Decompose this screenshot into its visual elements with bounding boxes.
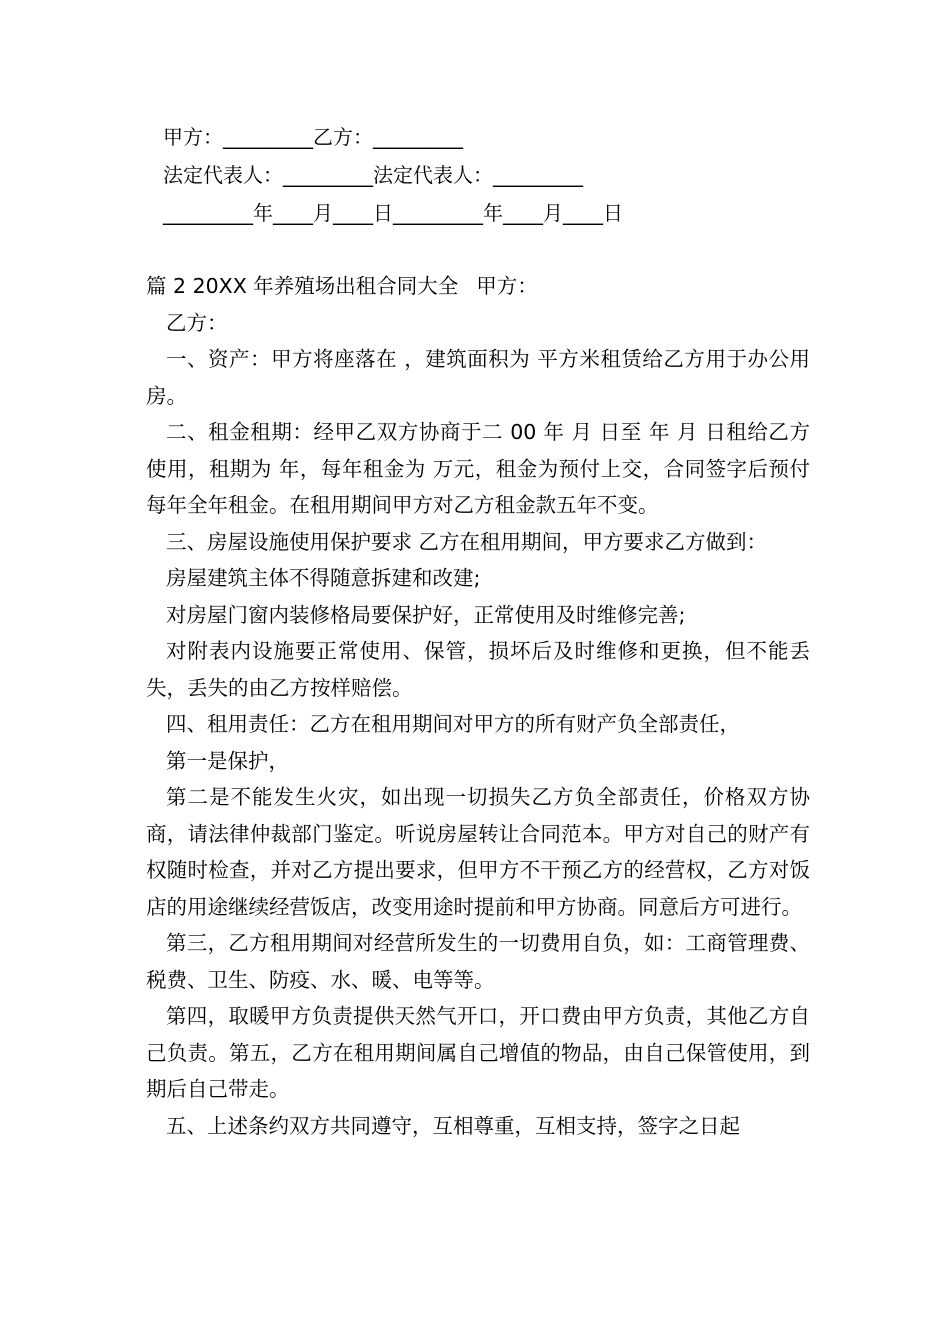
paragraph: 第四，取暖甲方负责提供天然气开口，开口费由甲方负责，其他乙方自己负责。第五，乙方在租用期间属自己增值的物品，由自己保管使用，到期后自己带走。 — [146, 1004, 810, 1101]
paragraph: 一、资产：甲方将座落在 ，建筑面积为 平方米租赁给乙方用于办公用房。 — [146, 347, 810, 408]
paragraph: 二、租金租期：经甲乙双方协商于二 00 年 月 日至 年 月 日租给乙方使用，租期为 年，每年租金为 万元，租金为预付上交，合同签字后预付每年全年租金。在租用期间甲方对乙方租金款五年不变。 — [146, 420, 810, 517]
title-party-label: 甲方： — [476, 274, 538, 298]
contract-title: 篇 2 20XX 年养殖场出租合同大全 — [146, 274, 459, 298]
paragraph: 第三，乙方租用期间对经营所发生的一切费用自负，如：工商管理费、税费、卫生、防疫、水、暖、电等等。 — [146, 931, 810, 992]
paragraph: 五、上述条约双方共同遵守，互相尊重，互相支持，签字之日起 — [166, 1113, 740, 1138]
signature-representative-line: 法定代表人：_________法定代表人：_________ — [163, 163, 583, 187]
paragraph: 乙方： — [166, 310, 228, 335]
paragraph: 三、房屋设施使用保护要求 乙方在租用期间，甲方要求乙方做到： — [166, 529, 768, 554]
contract-body — [146, 268, 810, 1144]
signature-date-line: _________年____月____日_________年____月____日 — [163, 201, 623, 225]
contract-title-line — [146, 268, 810, 305]
paragraph: 四、租用责任：乙方在租用期间对甲方的所有财产负全部责任， — [166, 712, 740, 736]
paragraph: 房屋建筑主体不得随意拆建和改建; — [166, 566, 481, 590]
paragraph: 第一是保护， — [166, 748, 289, 773]
paragraph: 对房屋门窗内装修格局要保护好，正常使用及时维修完善; — [166, 602, 686, 627]
paragraph: 对附表内设施要正常使用、保管，损坏后及时维修和更换，但不能丢失，丢失的由乙方按样赔偿。 — [146, 639, 810, 700]
paragraph: 第二是不能发生火灾，如出现一切损失乙方负全部责任，价格双方协商，请法律仲裁部门鉴定。听说房屋转让合同范本。甲方对自己的财产有权随时检查，并对乙方提出要求，但甲方不干预乙方的经营权，乙方对饭店的用途继续经营饭店，改变用途时提前和甲方协商。同意后方可进行。 — [146, 785, 810, 919]
signature-party-line: 甲方：_________乙方：_________ — [163, 125, 463, 149]
